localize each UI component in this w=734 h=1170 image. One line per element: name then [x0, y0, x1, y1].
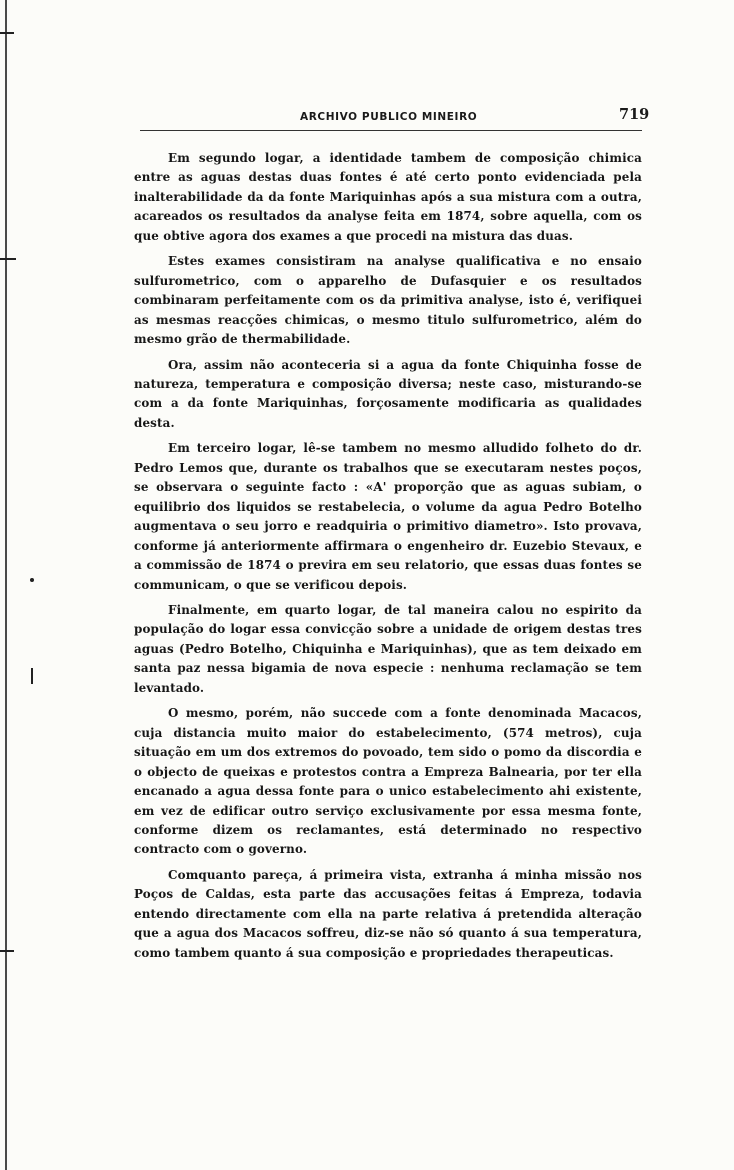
page-number: 719 — [619, 106, 650, 123]
paragraph: Ora, assim não aconteceria si a agua da fonte Chiquinha fosse de natureza, temperatura e composição diversa; neste caso, misturando-se com a da fonte Mariquinhas, forçosamente modificaria as qualidades desta. — [134, 357, 642, 430]
header-rule — [140, 130, 642, 131]
paragraph: Em terceiro logar, lê-se tambem no mesmo alludido folheto do dr. Pedro Lemos que, durante os trabalhos que se executaram nestes poços, se observara o seguinte facto : «A' proporção que as aguas subiam, o equilibrio dos liquidos se restabelecia, o volume da agua Pedro Botelho augmentava o seu jorro e readquiria o primitivo diametro». Isto provava, conforme já anteriormente affirmara o engenheiro dr. Euzebio Stevaux, e a commissão de 1874 o previra em seu relatorio, que essas duas fontes se communicam, o que se verificou depois. — [134, 441, 642, 592]
body-text — [134, 149, 642, 963]
paragraph: Em segundo logar, a identidade tambem de composição chimica entre as aguas destas duas fontes é até certo ponto evidenciada pela inalterabilidade da da fonte Mariquinhas após a sua mistura com a outra, acareados os resultados da analyse feita em 1874, sobre aquella, com os que obtive agora dos exames a que procedi na mistura das duas. — [134, 151, 642, 243]
margin-speck — [30, 578, 34, 582]
paragraph: O mesmo, porém, não succede com a fonte denominada Macacos, cuja distancia muito maior do estabelecimento, (574 metros), cuja situação em um dos extremos do povoado, tem sido o pomo da discordia e o objecto de queixas e protestos contra a Empreza Balnearia, por ter ella encanado a agua dessa fonte para o unico estabelecimento ahi existente, em vez de edificar outro serviço exclusivamente por essa mesma fonte, conforme dizem os reclamantes, está determinado no respectivo contracto com o governo. — [134, 706, 642, 857]
paragraph: Estes exames consistiram na analyse qualificativa e no ensaio sulfurometrico, com o apparelho de Dufasquier e os resultados combinaram perfeitamente com os da primitiva analyse, isto é, verifiquei as mesmas reacções chimicas, o mesmo titulo sulfurometrico, além do mesmo grão de thermabilidade. — [134, 254, 642, 347]
running-head: ARCHIVO PUBLICO MINEIRO — [300, 111, 478, 123]
margin-speck — [31, 668, 33, 684]
paragraph: Finalmente, em quarto logar, de tal maneira calou no espirito da população do logar essa convicção sobre a unidade de origem destas tres aguas (Pedro Botelho, Chiquinha e Mariquinhas), que as tem deixado em santa paz nessa bigamia de nova especie : nenhuma reclamação se tem levantado. — [134, 602, 642, 695]
edge-mark — [0, 32, 14, 34]
edge-mark — [0, 950, 14, 952]
scan-binding-edge — [5, 0, 7, 1170]
edge-mark — [0, 258, 16, 260]
paragraph: Comquanto pareça, á primeira vista, extranha á minha missão nos Poços de Caldas, esta parte das accusações feitas á Empreza, todavia entendo directamente com ella na parte relativa á pretendida alteração que a agua dos Macacos soffreu, diz-se não só quanto á sua temperatura, como tambem quanto á sua composição e propriedades therapeuticas. — [134, 867, 642, 960]
